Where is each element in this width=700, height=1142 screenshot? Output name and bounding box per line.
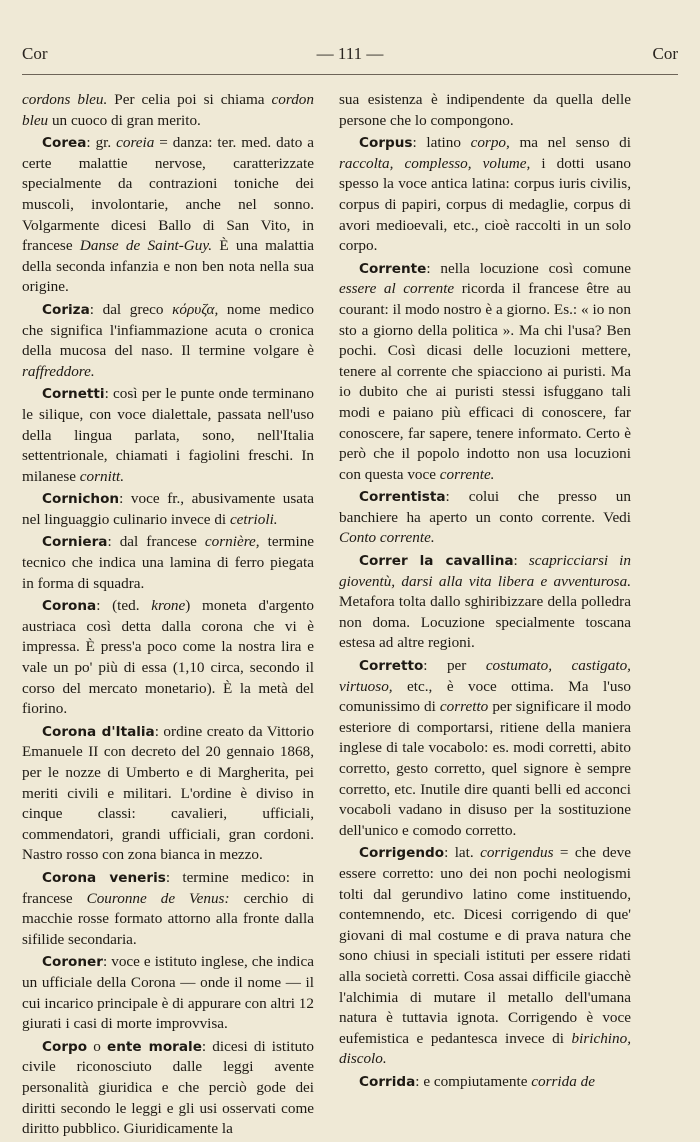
entry-italic: Couronne de Venus: <box>86 889 230 907</box>
dictionary-entry <box>22 722 314 866</box>
dictionary-entry <box>22 596 314 720</box>
entry-italic: corrida de <box>531 1072 595 1090</box>
headword: Cornetti <box>42 386 105 403</box>
entry-italic: scapricciarsi in gioventù, darsi alla vita libera e avventurosa. <box>339 552 631 590</box>
dictionary-entry <box>22 952 314 1034</box>
headword: Coriza <box>42 301 90 318</box>
entry-text: : per <box>423 657 486 675</box>
headword: Corrida <box>359 1073 416 1090</box>
page-number: — 111 — <box>316 44 384 63</box>
entry-text: : voce e istituto inglese, che indica un ufficiale della Corona — onde il nome — il cui incarico principale è di appurare con altri 12 giurati i casi di morte improvvisa. <box>22 953 314 1033</box>
entry-text: : nella locuzione così comune <box>426 259 631 277</box>
dictionary-entry <box>339 133 631 257</box>
entry-text: i dotti usano spesso la voce antica latina: corpus iuris civilis, corpus di papiri, corpus di medaglie, corpus di avori medioevali, etc., cioè raccolti in un solo corpo. <box>339 154 631 255</box>
left-column <box>22 90 314 1142</box>
entry-italic: cordons bleu. <box>22 91 108 108</box>
entry-text: Per celia poi si chiama <box>107 91 272 108</box>
entry-text: un cuoco di gran merito. <box>48 111 201 129</box>
entry-italic: corpo, <box>470 134 510 152</box>
entry-text: per significare il modo esteriore di comportarsi, ritiene della maniera inglese di tale vocabolo: es. modi corretti, abito corretto, gesto corretto, quel signore è sempre corretto, etc. Inutile dire quanti belli ed acconci vocaboli vadano in disuso per la sostituzione dell'unico e comodo corretto. <box>339 698 631 839</box>
entry-text: = danza: ter. med. dato a certe malattie nervose, caratterizzate specialmente da contrazioni toniche dei muscoli, involontarie, anche nel sonno. Volgarmente dicesi Ballo di San Vito, in francese <box>22 134 314 255</box>
entry-text: etc., è voce ottima. Ma l'uso comunissimo di <box>339 677 631 716</box>
dictionary-entry <box>22 1037 314 1140</box>
headword: Coroner <box>42 954 103 971</box>
entry-text: : gr. <box>86 134 117 152</box>
entry-text: : dal francese <box>107 533 205 551</box>
entry-text: cerchio di macchie rosse formato attorno alla fronte dalla sifilide secondaria. <box>22 889 314 948</box>
entry-text: : ordine creato da Vittorio Emanuele II con decreto del 20 gennaio 1868, per le nozze di Umberto e di Margherita, pei meriti civili e militari. L'ordine è diviso in cinque classi: cavalieri, ufficiali, commendatori, grandi ufficiali, gran cordoni. Nastro rosso con zona bianca in mezzo. <box>22 722 314 864</box>
headword: Corona veneris <box>42 869 166 886</box>
entry-italic: corrigendus <box>480 844 554 862</box>
entry-italic: cornitt. <box>79 467 125 485</box>
running-head-left: Cor <box>22 44 48 63</box>
entry-italic: cordon bleu <box>22 91 314 129</box>
entry-text: nome medico che significa l'infiammazione acuta o cronica della mucosa del naso. Il termine volgare è <box>22 300 314 360</box>
header-rule <box>22 74 678 75</box>
entry-text: : voce fr., abusivamente usata nel linguaggio culinario invece di <box>22 490 314 528</box>
entry-italic: raffreddore. <box>22 362 95 380</box>
entry-text: : (ted. <box>96 597 152 615</box>
dictionary-entry <box>339 551 631 654</box>
headword: Corpo <box>42 1038 88 1055</box>
dictionary-entry <box>339 656 631 841</box>
right-column <box>339 90 631 1095</box>
entry-text: Metafora tolta dallo sghiribizzare della polledra non doma. Locuzione specialmente toscana estesa ad altre regioni. <box>339 593 631 652</box>
entry-italic: corretto <box>439 698 489 716</box>
entry-text: o <box>87 1037 107 1055</box>
entry-italic: κόρυζα, <box>172 300 219 318</box>
entry-text: : e compiutamente <box>415 1072 532 1090</box>
headword: Corpus <box>359 135 413 152</box>
entry-text: : colui che presso un banchiere ha aperto un conto corrente. Vedi <box>339 488 631 526</box>
entry-italic: Conto corrente. <box>339 529 435 547</box>
entry-text: ) moneta d'argento austriaca così detta dalla corona che vi è impressa. È press'a poco come la nostra lira e vale un po' più di essa (1,10 circa, secondo il corso del mercato monetario). È la metà del fiorino. <box>22 597 314 718</box>
entry-text: ricorda il francese être au courant: il modo nostro è a giorno. Es.: « io non sto a giorno della politica ». Ma chi l'usa? Ben pochi. Così dicasi delle locuzioni mettere, tenere al corrente che spiacciono ai puristi. Ma io dubito che ai puristi stessi isfuggano tali modi e paiano più efficaci di conoscere, far conoscere, far sapere, tenere informato. Certo è però che il popolo indotto non usa locuzioni con questa voce <box>339 280 631 483</box>
entry-text: ma nel senso di <box>509 134 631 152</box>
headword: ente morale <box>106 1038 202 1055</box>
running-head-right: Cor <box>652 44 678 63</box>
entry-text: : dal greco <box>89 300 173 318</box>
entry-italic: corrente. <box>439 465 495 483</box>
entry-italic: Danse de Saint-Guy. <box>79 237 213 255</box>
page-header <box>22 36 678 66</box>
entry-text: = che deve essere corretto: uno dei non pochi neologismi tolti dal gerundivo latino come instituendo, contemnendo, etc. Dicesi corrigendo di que' giovani di mal costume e di prava natura che sono chiusi in speciali istituti per essere ridati alla società corretti. Cosa assai difficile giacchè l'alchimia di mutare il metallo dell'umana natura è tuttavia ignota. Corrigendo è voce eufemistica e pedantesca invece di <box>339 844 632 1047</box>
dictionary-entry <box>22 300 314 382</box>
headword: Corrente <box>359 260 427 277</box>
dictionary-entry <box>22 133 314 298</box>
entry-italic: birichino, discolo. <box>339 1029 631 1068</box>
headword: Corona <box>42 598 97 615</box>
entry-text: : dicesi di istituto civile riconosciuto dalle leggi avente personalità giuridica e che perciò gode dei diritti secondo le leggi e gli usi osservati come diritto pubblico. Giuridicamente la <box>22 1037 314 1138</box>
dictionary-entry <box>339 1072 631 1093</box>
entry-text: : termine medico: in francese <box>22 868 315 907</box>
dictionary-entry <box>339 259 631 486</box>
entry-text: sua esistenza è indipendente da quella delle persone che lo compongono. <box>339 91 631 129</box>
entry-text: : così per le punte onde terminano le silique, con voce dialettale, passata nell'uso della lingua parlata, sono, nell'Italia settentrionale, chiamati i fagiolini freschi. In milanese <box>22 385 314 485</box>
entry-text: È una malattia della seconda infanzia e non ben nota nella sua origine. <box>22 237 314 296</box>
entry-italic: cornière, <box>204 533 260 551</box>
entry-text: : <box>513 552 529 570</box>
dictionary-entry <box>22 384 314 487</box>
entry-text: : lat. <box>444 844 481 862</box>
headword: Correr la cavallina <box>359 553 514 570</box>
dictionary-entry <box>22 532 314 594</box>
dictionary-entry <box>339 487 631 549</box>
entry-text: termine tecnico che indica una lamina di ferro piegata in forma di squadra. <box>22 533 315 592</box>
dictionary-entry <box>22 489 314 530</box>
headword: Cornichon <box>42 491 120 508</box>
dictionary-entry <box>339 90 631 131</box>
dictionary-entry <box>22 868 314 950</box>
dictionary-entry <box>22 90 314 131</box>
entry-text: : latino <box>412 134 471 152</box>
entry-italic: raccolta, complesso, volume, <box>339 154 531 172</box>
headword: Corea <box>42 135 87 152</box>
headword: Corretto <box>359 658 424 675</box>
headword: Corniera <box>42 534 108 551</box>
entry-italic: costumato, castigato, virtuoso, <box>339 657 631 695</box>
headword: Corrigendo <box>359 845 445 862</box>
entry-italic: krone <box>151 597 186 615</box>
headword: Corona d'Italia <box>42 723 155 740</box>
entry-italic: cetrioli. <box>229 510 278 528</box>
headword: Correntista <box>359 489 446 506</box>
entry-italic: coreia <box>116 134 155 152</box>
entry-italic: essere al corrente <box>339 280 455 298</box>
dictionary-entry <box>339 843 631 1070</box>
